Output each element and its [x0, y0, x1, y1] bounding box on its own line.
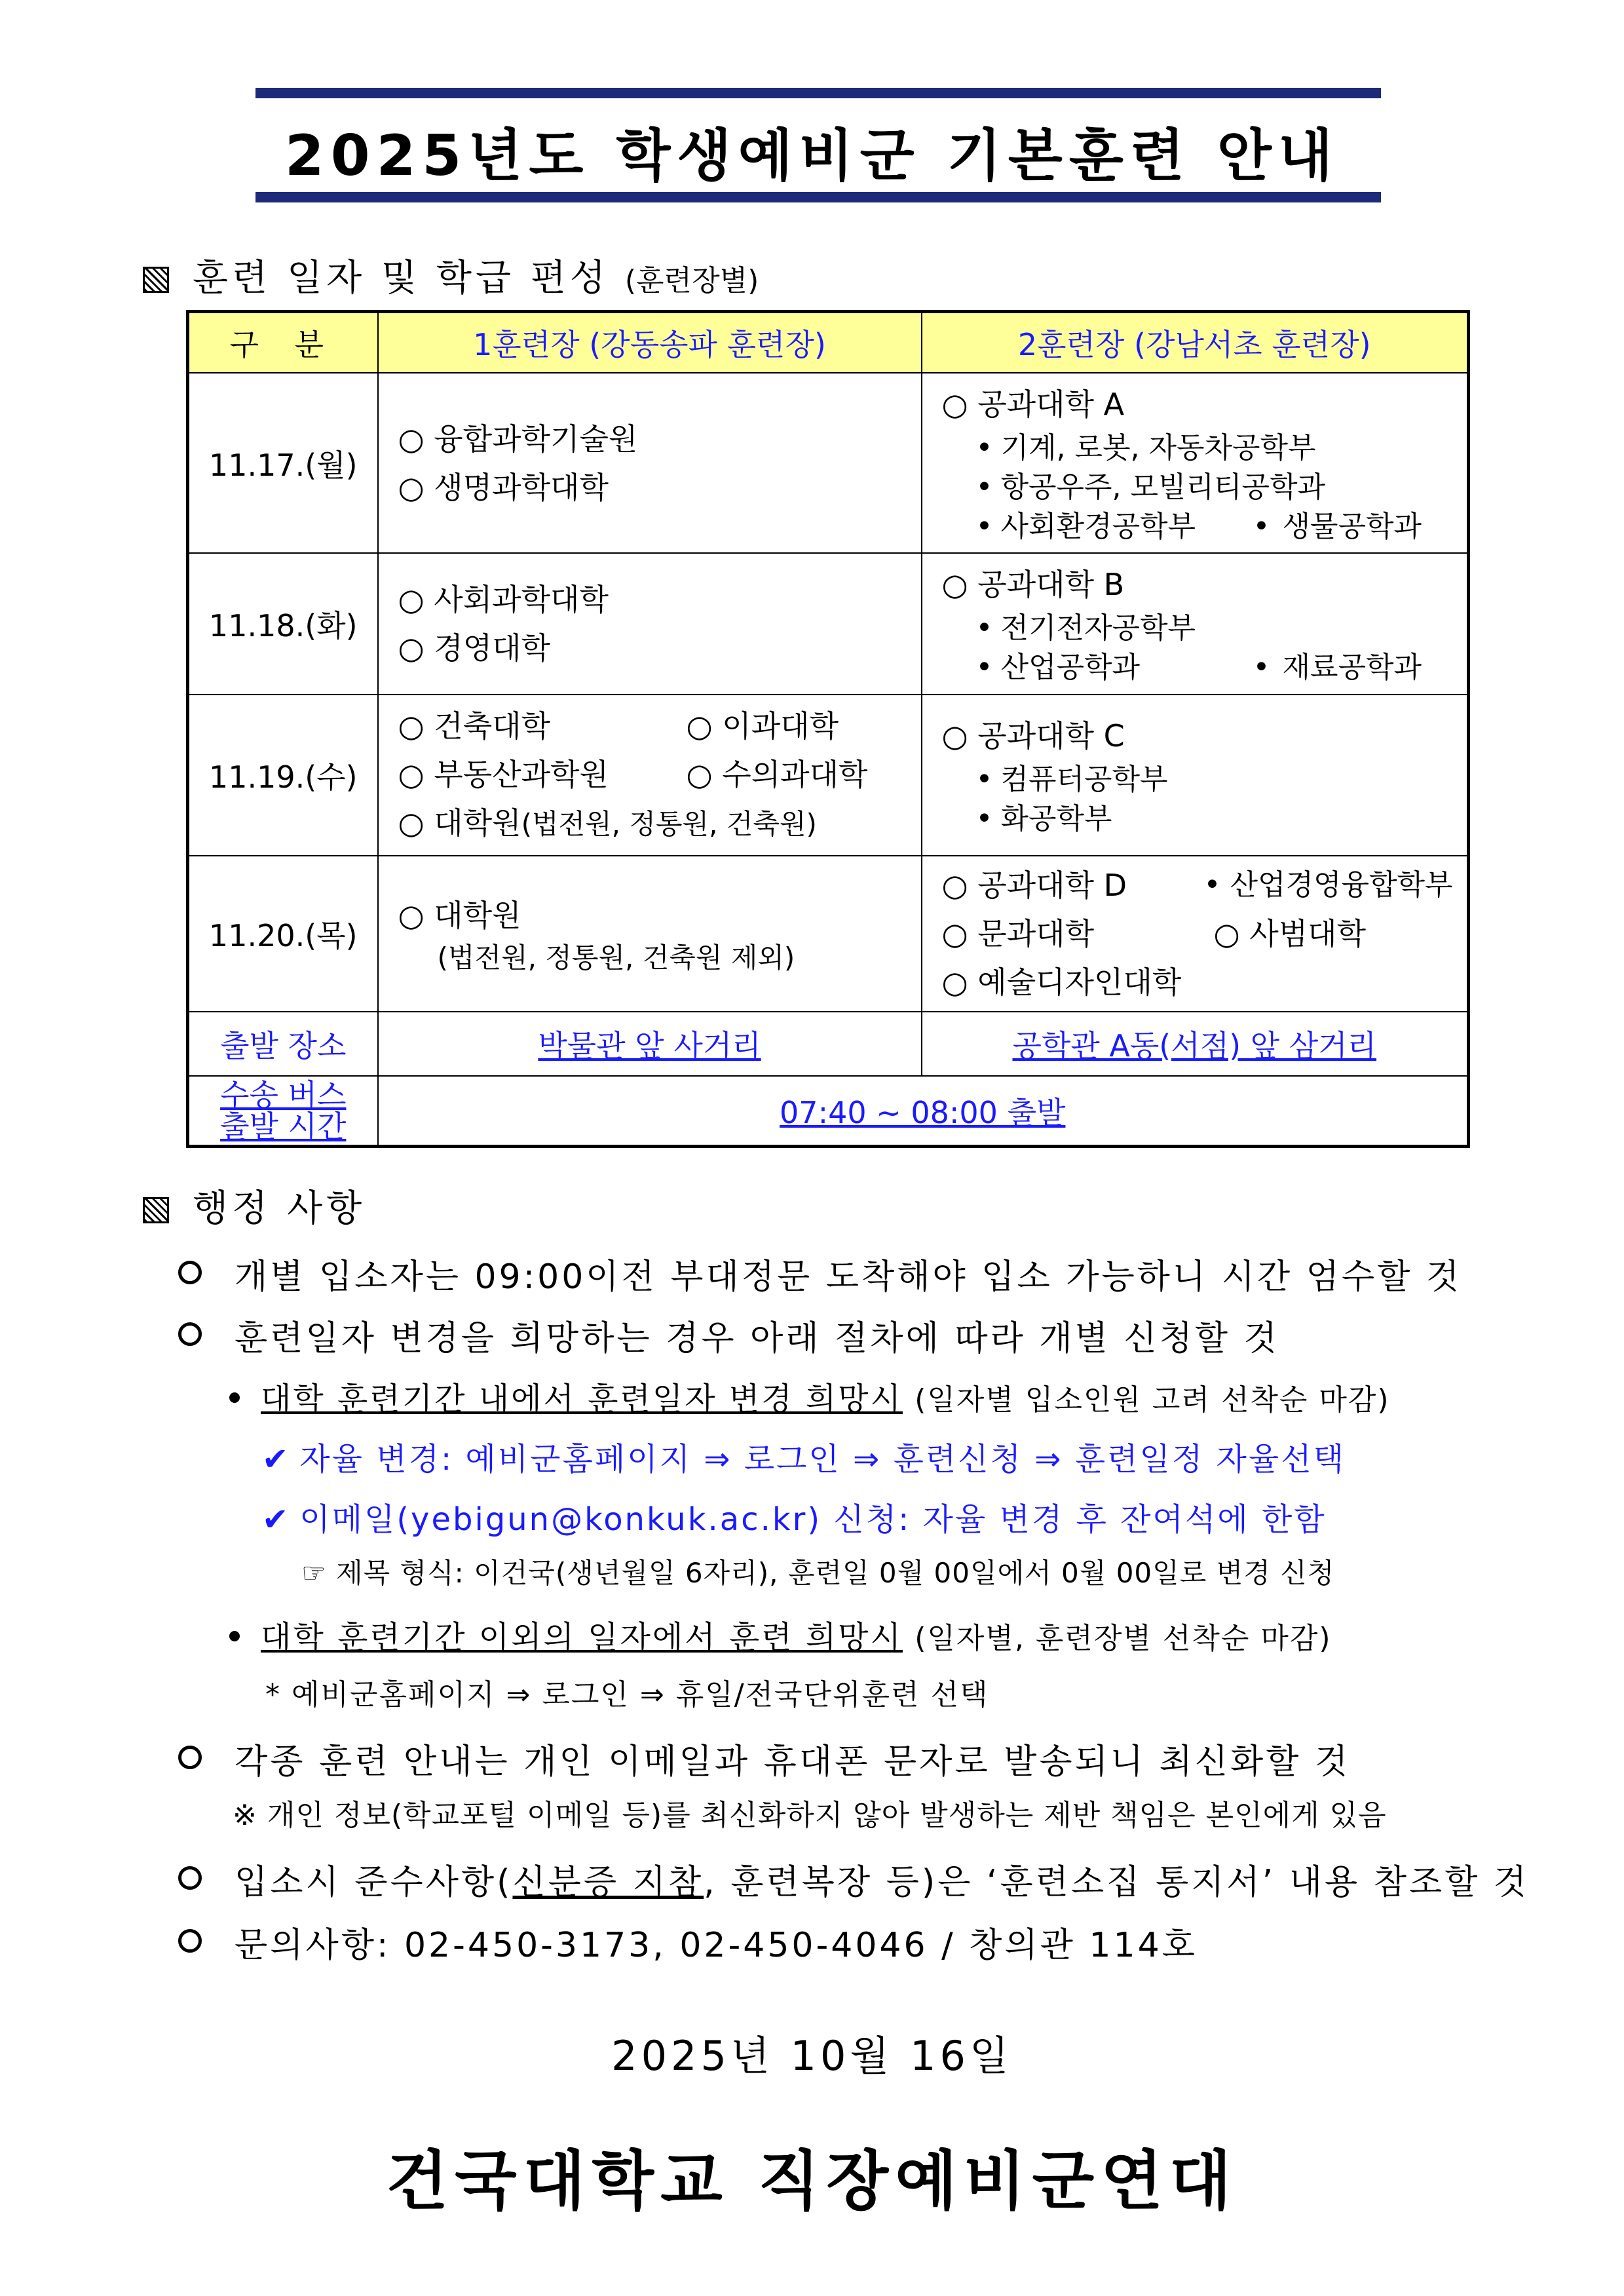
bus-row [188, 1076, 1469, 1147]
section-schedule-heading [143, 249, 759, 301]
admin-item: 개별 입소자는 09:00이전 부대정문 도착해야 입소 가능하니 시간 엄수할 것 [178, 1249, 1462, 1298]
unit-item: ○ 융합과학기술원 [398, 421, 638, 457]
row-date: 11.19.(수) [188, 695, 378, 856]
check-icon: ✔ [262, 1501, 291, 1538]
location-label: 출발 장소 [188, 1012, 378, 1076]
site1-cell [378, 373, 922, 553]
dept-item: • 산업경영융합학부 [1203, 868, 1453, 902]
checkered-square-icon [143, 1197, 169, 1223]
unit-item: ○ 수의과대학 [686, 757, 868, 792]
site1-cell [378, 553, 922, 695]
table-row [188, 856, 1469, 1012]
dept-item: • 항공우주, 모빌리티공학과 [975, 470, 1326, 504]
dept-item: • 컴퓨터공학부 [975, 763, 1168, 796]
schedule-table [186, 310, 1470, 1148]
header-category: 구 분 [188, 312, 378, 373]
unit-item: ○ 사범대학 [1213, 916, 1367, 951]
ring-bullet-icon [178, 1929, 202, 1953]
unit-item: ○ 사회과학대학 [398, 582, 609, 617]
admin-item: 문의사항: 02-450-3173, 02-450-4046 / 창의관 114호 [178, 1917, 1198, 1966]
unit-item: ○ 대학원 [398, 898, 521, 933]
dept-item: • 전기전자공학부 [975, 611, 1196, 645]
site2-cell [922, 553, 1469, 695]
table-row [188, 553, 1469, 695]
location-row [188, 1012, 1469, 1076]
section-label: 행정 사항 [193, 1187, 366, 1230]
admin-check-item: ✔ 자율 변경: 예비군홈페이지 ⇒ 로그인 ⇒ 훈련신청 ⇒ 훈련일정 자율선택 [262, 1441, 1346, 1478]
site1-cell [378, 856, 922, 1012]
check-icon: ✔ [262, 1441, 291, 1478]
section-label: 훈련 일자 및 학급 편성 [193, 257, 610, 299]
dept-item: • 화공학부 [975, 802, 1112, 835]
unit-item: ○ 문과대학 [941, 916, 1095, 951]
bullet-icon [229, 1631, 240, 1641]
admin-note: ※ 개인 정보(학교포털 이메일 등)를 최신화하지 않아 발생하는 제반 책임은 본인에게 있음 [233, 1799, 1387, 1832]
dept-item: • 산업공학과 • 재료공학과 [975, 651, 1422, 684]
ring-bullet-icon [178, 1746, 202, 1769]
bus-time: 07:40 ~ 08:00 출발 [378, 1076, 1469, 1147]
row-date: 11.17.(월) [188, 373, 378, 553]
organization-name: 건국대학교 직장예비군연대 [386, 2144, 1238, 2219]
ring-bullet-icon [178, 1866, 202, 1890]
dept-item: • 기계, 로봇, 자동차공학부 [975, 430, 1316, 465]
admin-check-item: ✔ 이메일(yebigun@konkuk.ac.kr) 신청: 자율 변경 후 잔여석에 한함 [262, 1501, 1327, 1538]
location-site1: 박물관 앞 사거리 [378, 1012, 922, 1076]
unit-item: ○ 공과대학 C [941, 718, 1125, 754]
title-bar-top [255, 88, 1381, 98]
admin-note: * 예비군홈페이지 ⇒ 로그인 ⇒ 휴일/전국단위훈련 선택 [265, 1678, 989, 1712]
unit-item: ○ 이과대학 [686, 708, 839, 744]
location-site2: 공학관 A동(서점) 앞 삼거리 [922, 1012, 1469, 1076]
site2-cell [922, 856, 1469, 1012]
title-bar-bottom [255, 192, 1381, 202]
page-title: 2025년도 학생예비군 기본훈련 안내 [284, 123, 1340, 189]
unit-item: ○ 공과대학 A [941, 386, 1125, 422]
row-date: 11.20.(목) [188, 856, 378, 1012]
issue-date: 2025년 10월 16일 [611, 2032, 1013, 2080]
unit-item: ○ 부동산과학원 [398, 757, 609, 792]
unit-item: ○ 대학원 [398, 805, 521, 841]
section-sub: (훈련장별) [624, 264, 759, 297]
admin-subitem: 대학 훈련기간 내에서 훈련일자 변경 희망시 (일자별 입소인원 고려 선착순 마감) [229, 1373, 1390, 1419]
site2-cell [922, 373, 1469, 553]
unit-note: (법전원, 정통원, 건축원) [521, 808, 817, 840]
unit-note: (법전원, 정통원, 건축원 제외) [437, 942, 795, 974]
admin-item: 훈련일자 변경을 희망하는 경우 아래 절차에 따라 개별 신청할 것 [178, 1311, 1279, 1360]
section-admin-heading [143, 1179, 366, 1232]
site1-cell [378, 695, 922, 856]
table-row [188, 373, 1469, 553]
header-site2: 2훈련장 (강남서초 훈련장) [922, 312, 1469, 373]
admin-item: 입소시 준수사항(신분증 지참, 훈련복장 등)은 ‘훈련소집 통지서’ 내용 참조할 것 [178, 1854, 1529, 1904]
bus-label: 수송 버스 출발 시간 [188, 1076, 378, 1147]
admin-subitem: 대학 훈련기간 이외의 일자에서 훈련 희망시 (일자별, 훈련장별 선착순 마감) [229, 1612, 1332, 1657]
ring-bullet-icon [178, 1322, 202, 1346]
unit-item: ○ 건축대학 [398, 708, 551, 744]
admin-item: 각종 훈련 안내는 개인 이메일과 휴대폰 문자로 발송되니 최신화할 것 [178, 1734, 1350, 1783]
table-row [188, 695, 1469, 856]
ring-bullet-icon [178, 1261, 202, 1284]
unit-item: ○ 공과대학 B [941, 567, 1125, 602]
unit-item: ○ 경영대학 [398, 630, 551, 666]
unit-item: ○ 생명과학대학 [398, 469, 609, 505]
checkered-square-icon [143, 267, 169, 293]
dept-item: • 사회환경공학부 • 생물공학과 [975, 509, 1422, 543]
row-date: 11.18.(화) [188, 553, 378, 695]
unit-item: ○ 예술디자인대학 [941, 965, 1182, 1000]
header-site1: 1훈련장 (강동송파 훈련장) [378, 312, 922, 373]
site2-cell [922, 695, 1469, 856]
table-header-row [188, 312, 1469, 373]
unit-item: ○ 공과대학 D [941, 868, 1127, 903]
bullet-icon [229, 1392, 240, 1403]
admin-note: ☞ 제목 형식: 이건국(생년월일 6자리), 훈련일 0월 00일에서 0월 00일로 변경 신청 [301, 1557, 1335, 1589]
